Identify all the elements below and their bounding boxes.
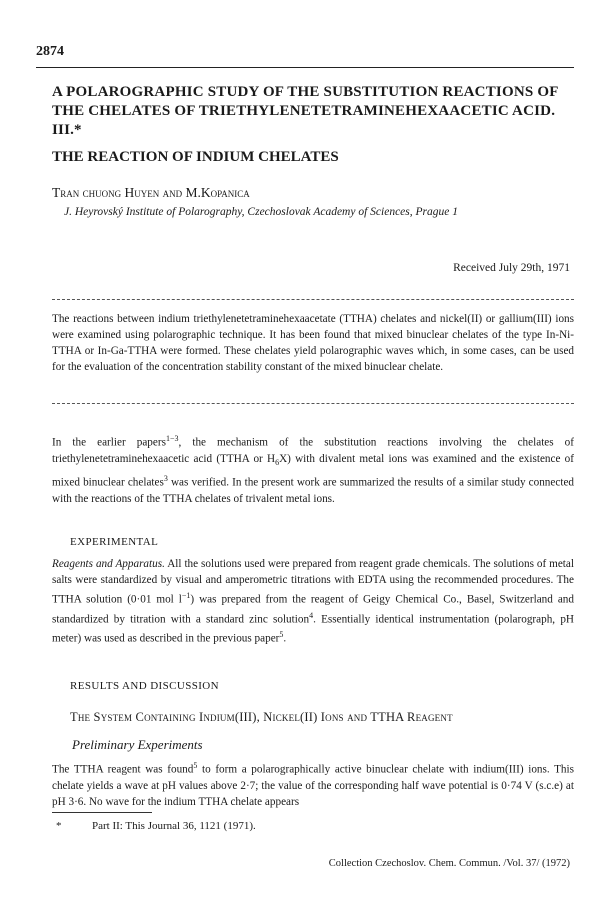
experimental-paragraph [52,556,574,647]
experimental-ref-5: 5 [279,630,284,640]
abstract-rule-bottom [52,403,574,404]
experimental-ref-4: 4 [309,610,314,620]
results-text-1: The TTHA reagent was found [52,763,194,776]
results-text-2: to form a polarographically active binuclear chelate with indium(III) ions. This chelate yields a wave at pH values above 2·7; the value of the corresponding half wave potential is 0·74 V (s.c.e) at pH 3·6. No wave for the indium TTHA chelate appears [52,763,574,808]
results-ref-5: 5 [193,761,198,770]
intro-text-4: was verified. In the present work are summarized the results of a similar study connected with the reactions of the TTHA chelates of trivalent metal ions. [52,476,575,505]
results-paragraph [52,758,574,810]
experimental-text-3: . Essentially identical instrumentation (polarograph, pH meter) was used as described in the previous paper [52,613,574,646]
results-heading: RESULTS AND DISCUSSION [70,680,219,692]
intro-text-2: , the mechanism of the substitution reactions involving the chelates of triethylenetetraminehexaacetic acid (TTHA or H [52,436,575,465]
authors: Tran chuong Huyen and M.Kopanica [52,185,250,200]
article-subtitle: THE REACTION OF INDIUM CHELATES [52,149,339,165]
affiliation: J. Heyrovský Institute of Polarography, Czechoslovak Academy of Sciences, Prague 1 [64,206,458,218]
header-rule [36,67,574,68]
system-heading: The System Containing Indium(III), Nickel(II) Ions and TTHA Reagent [70,710,453,724]
footnote-text: Part II: This Journal 36, 1121 (1971). [92,820,256,832]
experimental-text-2: ) was prepared from the reagent of Geigy Chemical Co., Basel, Switzerland and standardized by titration with a standard zinc solution [52,593,574,626]
experimental-sup-1: −1 [181,591,191,600]
footnote [56,820,256,832]
experimental-text-4: . [283,633,287,646]
footnote-mark: * [56,820,62,832]
intro-text-1: In the earlier papers [52,436,166,449]
preliminary-heading: Preliminary Experiments [72,737,203,752]
experimental-heading: EXPERIMENTAL [70,536,159,548]
intro-text-3: X) with divalent metal ions was examined and the existence of mixed binuclear chelates [52,452,574,489]
article-title: A POLAROGRAPHIC STUDY OF THE SUBSTITUTION REACTIONS OF THE CHELATES OF TRIETHYLENETETRAMINEHEXAACETIC ACID. III.* [52,84,559,138]
intro-paragraph [52,431,574,507]
experimental-lead: Reagents and Apparatus. [52,558,165,570]
intro-ref-2: 3 [163,473,168,483]
footnote-rule [52,812,152,813]
journal-citation: Collection Czechoslov. Chem. Commun. /Vol. 37/ (1972) [328,858,570,869]
page-number: 2874 [36,44,64,59]
received-date: Received July 29th, 1971 [453,262,570,274]
abstract-rule-top [52,299,574,300]
abstract: The reactions between indium triethylenetetraminehexaacetate (TTHA) chelates and nickel(II) or gallium(III) ions were examined using polarographic technique. It has been found that mixed binuclear chelates of the type In-Ni-TTHA or In-Ga-TTHA were formed. These chelates yield polarographic waves which, in some cases, can be used for the evaluation of the concentration stability constant of the mixed binuclear chelate. [52,313,574,373]
experimental-text-1: All the solutions used were prepared from reagent grade chemicals. The solutions of metal salts were standardized by visual and amperometric titrations with EDTA using the recommended procedures. The TTHA solution (0·01 mol l [52,558,574,606]
intro-subscript: 6 [275,457,280,467]
intro-ref-1: 1−3 [165,434,179,443]
